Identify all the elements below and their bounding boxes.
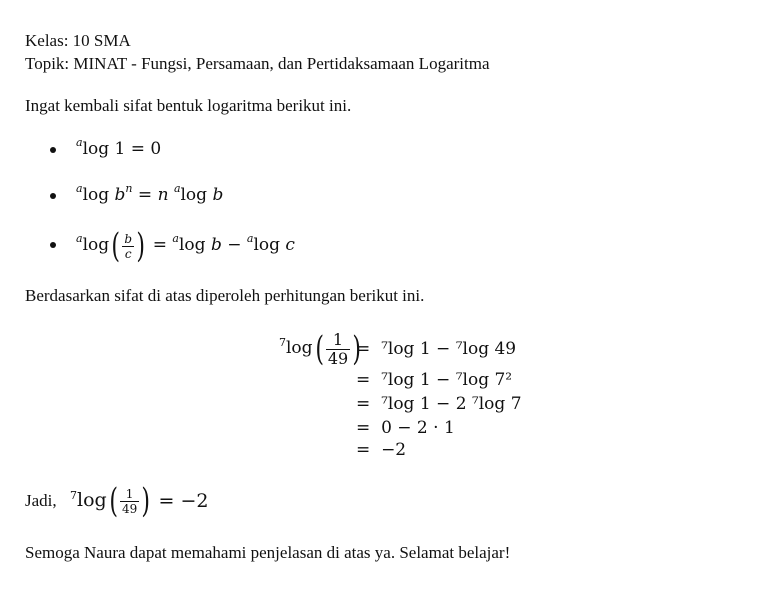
intro-text: Ingat kembali sifat bentuk logaritma berikut ini. bbox=[25, 96, 352, 115]
calc-lhs: $^7$log ( $\frac{1}{49}$ ) bbox=[279, 329, 362, 369]
calc-step-1: = ⁷log 1 − ⁷log 49 bbox=[356, 339, 517, 359]
bullet-icon bbox=[50, 242, 56, 248]
lhs-base: 7 bbox=[279, 336, 286, 349]
calc-step-3: = ⁷log 1 − 2 ⁷log 7 bbox=[356, 394, 522, 414]
closing-text: Semoga Naura dapat memahami penjelasan di atas ya. Selamat belajar! bbox=[25, 543, 511, 562]
calc-step-5: = −2 bbox=[356, 440, 407, 460]
property-2: $^a$log $b^n = n$ $^a$log b bbox=[76, 182, 224, 205]
conclusion-result: = −2 bbox=[158, 490, 209, 512]
bullet-icon bbox=[50, 147, 56, 153]
property-3: $^a$log ( $\frac{b}{c}$ ) = $^a$log b − $^a$log c bbox=[76, 226, 295, 266]
class-label: Kelas: 10 SMA bbox=[25, 31, 131, 50]
bullet-icon bbox=[50, 193, 56, 199]
lhs-numerator: 1 bbox=[326, 332, 350, 350]
property-1: $^a$log 1 = 0 bbox=[76, 136, 162, 159]
lhs-denominator: 49 bbox=[327, 348, 349, 368]
conclusion-label: Jadi, bbox=[25, 491, 57, 510]
topic-label: Topik: MINAT - Fungsi, Persamaan, dan Pertidaksamaan Logaritma bbox=[25, 54, 490, 73]
derivation-intro: Berdasarkan sifat di atas diperoleh perhitungan berikut ini. bbox=[25, 286, 425, 305]
calc-step-4: = 0 − 2 · 1 bbox=[356, 418, 455, 438]
conclusion-expression: $^7$log ( $\frac{1}{49}$ ) = −2 bbox=[70, 481, 209, 521]
calc-step-2: = ⁷log 1 − ⁷log 7² bbox=[356, 370, 513, 390]
